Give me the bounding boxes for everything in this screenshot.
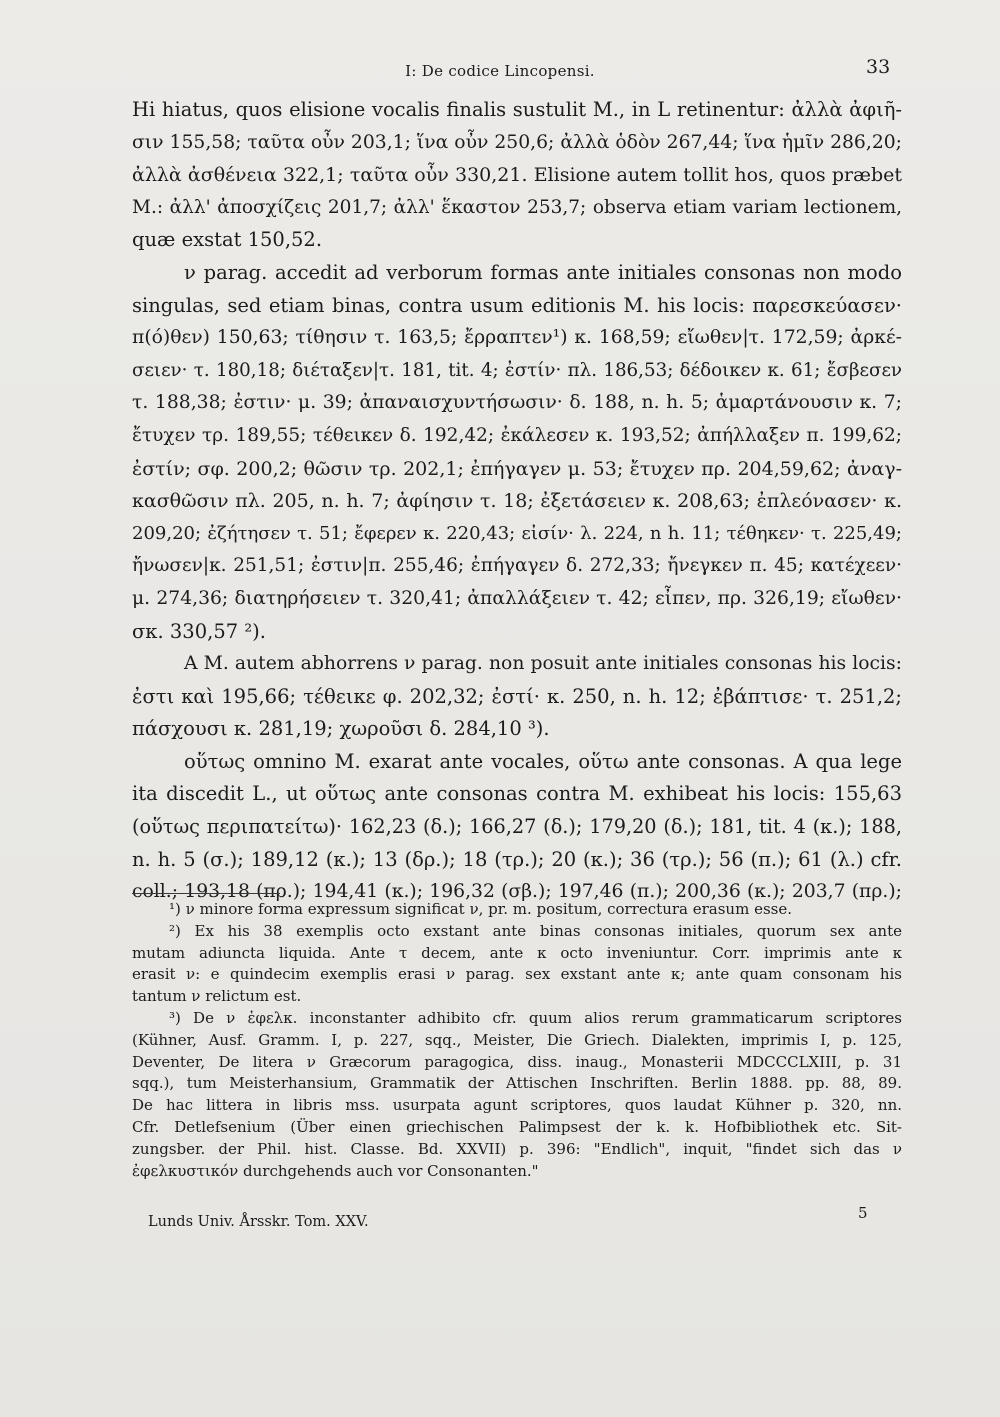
text-line: M.: ἀλλ' ἀποσχίζεις 201,7; ἀλλ' ἕκαστον 253,7; observa etiam variam lectionem, [132, 196, 902, 218]
text-line: ἀλλὰ ἀσθένεια 322,1; ταῦτα οὖν 330,21. Elisione autem tollit hos, quos præbet [132, 164, 902, 187]
text-line: n. h. 5 (σ.); 189,12 (κ.); 13 (δρ.); 18 (τρ.); 20 (κ.); 36 (τρ.); 56 (π.); 61 (λ.) cfr. [132, 847, 902, 871]
footnote-line: De hac littera in libris mss. usurpata agunt scriptores, quos laudat Kühner p. 320, nn. [132, 1096, 902, 1115]
running-head: I: De codice Lincopensi. [405, 62, 595, 80]
text-line: quæ exstat 150,52. [132, 228, 323, 252]
text-line: οὕτως omnino M. exarat ante vocales, οὕτω ante consonas. A qua lege [184, 749, 902, 773]
footnote-line: Cfr. Detlefsenium (Über einen griechischen Palimpsest der k. k. Hofbibliothek etc. Sit- [132, 1117, 902, 1136]
footnote-line: ἐφελκυστικόν durchgehends auch vor Consonanten." [132, 1161, 539, 1180]
text-line: τ. 188,38; ἐστιν· μ. 39; ἀπαναισχυντήσωσιν· δ. 188, n. h. 5; ἁμαρτάνουσιν κ. 7; [132, 392, 902, 414]
main-text [132, 94, 902, 909]
text-line: ita discedit L., ut οὕτως ante consonas contra M. exhibeat his locis: 155,63 [132, 782, 902, 806]
text-line: σειεν· τ. 180,18; διέταξεν|τ. 181, tit. 4; ἐστίν· πλ. 186,53; δέδοικεν κ. 61; ἔσβεσεν [132, 359, 902, 381]
footnote-line: (Kühner, Ausf. Gramm. I, p. 227, sqq., Meister, Die Griech. Dialekten, imprimis I, p. 125, [132, 1030, 902, 1049]
text-line: κασθῶσιν πλ. 205, n. h. 7; ἀφίησιν τ. 18; ἐξετάσειεν κ. 208,63; ἐπλεόνασεν· κ. [132, 490, 902, 513]
sheet-number: 5 [858, 1204, 868, 1222]
text-line: πάσχουσι κ. 281,19; χωροῦσι δ. 284,10 ³). [132, 717, 550, 741]
footnote-line: ²) Ex his 38 exemplis octo exstant ante binas consonas initiales, quorum sex ante [169, 921, 902, 940]
footnote-line: ¹) ν minore forma expressum significat ν, pr. m. positum, correctura erasum esse. [169, 900, 792, 918]
footnote-line: zungsber. der Phil. hist. Classe. Bd. XXVII) p. 396: "Endlich", inquit, "findet sich das ν [132, 1139, 902, 1158]
text-line: coll.; 193,18 (πρ.); 194,41 (κ.); 196,32 (σβ.); 197,46 (π.); 200,36 (κ.); 203,7 (πρ.); [132, 881, 902, 903]
text-line: ἔτυχεν τρ. 189,55; τέθεικεν δ. 192,42; ἐκάλεσεν κ. 193,52; ἀπήλλαξεν π. 199,62; [132, 424, 902, 446]
footnote-line: tantum ν relictum est. [132, 987, 302, 1006]
footnote-line: erasit ν: e quindecim exemplis erasi ν parag. sex exstant ante κ; ante quam consonam his [132, 965, 902, 984]
footnote-line: mutam adiuncta liquida. Ante τ decem, ante κ octo inveniuntur. Corr. imprimis ante κ [132, 943, 902, 962]
footnote-rule [132, 893, 280, 894]
text-line: ν parag. accedit ad verborum formas ante initiales consonas non modo [184, 260, 902, 284]
footnotes [132, 899, 902, 1182]
footnote-line: ³) De ν ἐφελκ. inconstanter adhibito cfr. quum alios rerum grammaticarum scriptores [169, 1008, 902, 1027]
text-line: singulas, sed etiam binas, contra usum editionis M. his locis: παρεσκεύασεν· [132, 293, 902, 317]
printer-signature: Lunds Univ. Årsskr. Tom. XXV. [148, 1214, 369, 1230]
text-line: 209,20; ἐζήτησεν τ. 51; ἔφερεν κ. 220,43; εἰσίν· λ. 224, n h. 11; τέθηκεν· τ. 225,49; [132, 522, 902, 544]
text-line: ἐστίν; σφ. 200,2; θῶσιν τρ. 202,1; ἐπήγαγεν μ. 53; ἔτυχεν πρ. 204,59,62; ἀναγ- [132, 457, 902, 480]
text-line: (οὕτως περιπατείτω)· 162,23 (δ.); 166,27 (δ.); 179,20 (δ.); 181, tit. 4 (κ.); 188, [132, 815, 902, 839]
text-line: ἐστι καὶ 195,66; τέθεικε φ. 202,32; ἐστί· κ. 250, n. h. 12; ἐβάπτισε· τ. 251,2; [132, 684, 902, 708]
text-line: ἤνωσεν|κ. 251,51; ἐστιν|π. 255,46; ἐπήγαγεν δ. 272,33; ἤνεγκεν π. 45; κατέχεεν· [132, 555, 902, 577]
text-line: A M. autem abhorrens ν parag. non posuit ante initiales consonas his locis: [184, 653, 902, 675]
text-line: π(ό)θεν) 150,63; τίθησιν τ. 163,5; ἔρραπτεν¹) κ. 168,59; εἴωθεν|τ. 172,59; ἀρκέ- [132, 327, 902, 349]
footnote-line: Deventer, De litera ν Græcorum paragogica, diss. inaug., Monasterii MDCCCLXIII, p. 31 [132, 1052, 902, 1071]
page-number: 33 [866, 56, 891, 78]
text-line: σιν 155,58; ταῦτα οὖν 203,1; ἵνα οὖν 250,6; ἀλλὰ ὁδὸν 267,44; ἵνα ἡμῖν 286,20; [132, 131, 902, 153]
text-line: Hi hiatus, quos elisione vocalis finalis sustulit M., in L retinentur: ἀλλὰ ἀφιῆ- [132, 98, 902, 121]
text-line: σκ. 330,57 ²). [132, 619, 266, 643]
footnote-line: sqq.), tum Meisterhansium, Grammatik der Attischen Inschriften. Berlin 1888. pp. 88, 89. [132, 1074, 902, 1093]
text-line: μ. 274,36; διατηρήσειεν τ. 320,41; ἀπαλλάξειεν τ. 42; εἶπεν, πρ. 326,19; εἴωθεν· [132, 587, 902, 609]
